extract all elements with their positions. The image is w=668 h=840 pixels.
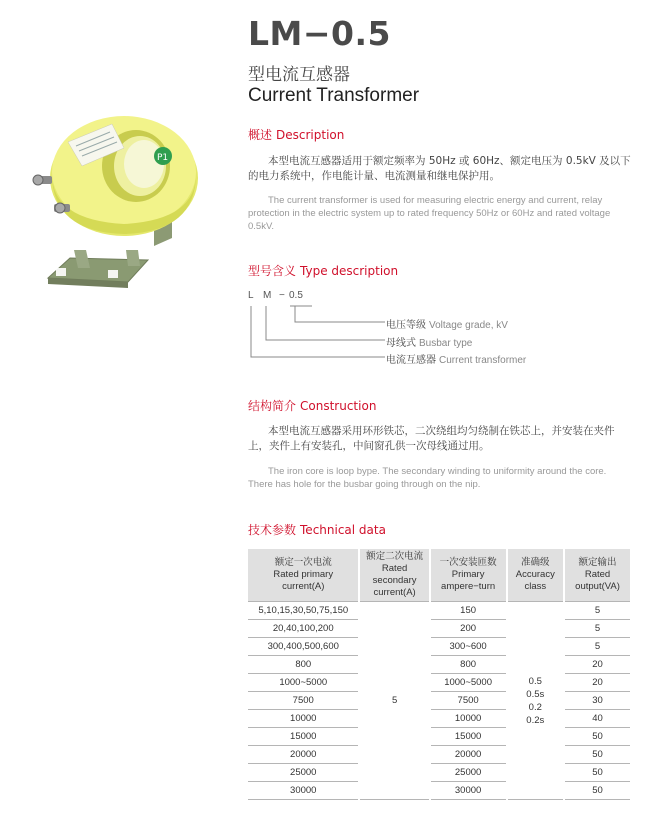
type-code-leader-lines [240,300,390,364]
description-heading [248,126,344,143]
product-name-cn: 型电流互感器 [248,65,350,85]
construction-text-cn: 本型电流互感器采用环形铁芯，二次绕组均匀绕制在铁芯上，并安装在夹件上，夹件上有安装孔，中间窗孔供一次母线通过用。 [248,425,615,452]
technical-heading-en: Technical data [300,523,386,537]
svg-text:P1: P1 [157,153,169,163]
description-text-en: The current transformer is used for measuring electric energy and current, relay protection in the electric system up to rated frequency 50Hz or 60Hz and rated voltage 0.5kV. [248,195,611,232]
description-heading-en: Description [276,128,345,142]
construction-heading [248,397,376,414]
col-header-rated-primary: 额定一次电流 Rated primary current(A) [248,549,359,602]
description-heading-cn: 概述 [248,128,273,142]
accuracy-class-cell: 0.5 0.5s 0.2 0.2s [507,602,565,800]
table-header-row [248,549,630,602]
table-row: 15000 15000 50 [248,728,630,746]
construction-heading-cn: 结构简介 [248,399,297,413]
type-item-busbar: 母线式 Busbar type [386,338,473,349]
type-item-voltage: 电压等级 Voltage grade, kV [386,320,508,331]
col-header-primary-turns: 一次安装匝数 Primary ampere−turn [430,549,507,602]
table-row: 300,400,500,600 300~600 5 [248,638,630,656]
type-description-heading-cn: 型号含义 [248,264,297,278]
table-row: 10000 10000 40 [248,710,630,728]
table-row: 800 800 20 [248,656,630,674]
table-row: 7500 7500 30 [248,692,630,710]
type-code-dash: − [279,290,285,301]
secondary-current-cell: 5 [359,602,429,800]
construction-text-en: The iron core is loop bype. The secondary winding to uniformity around the core. There has hole for the busbar going through on the nip. [248,466,607,490]
description-text-cn: 本型电流互感器适用于额定频率为 50Hz 或 60Hz、额定电压为 0.5kV 及以下的电力系统中，作电能计量、电流测量和继电保护用。 [248,155,631,182]
table-row: 20000 20000 50 [248,746,630,764]
table-row: 20,40,100,200 200 5 [248,620,630,638]
type-code-m: M [263,290,272,301]
product-name-en: Current Transformer [248,85,420,106]
type-item-transformer: 电流互感器 Current transformer [386,355,527,366]
technical-heading [248,521,386,538]
construction-heading-en: Construction [300,399,377,413]
table-row: 5,10,15,30,50,75,150 5 150 0.5 0.5s 0.2 0.2s 5 [248,602,630,620]
table-row: 1000~5000 1000~5000 20 [248,674,630,692]
type-code-l: L [248,290,254,301]
product-model-title: LM−0.5 [248,14,391,53]
technical-data-table [248,549,630,800]
table-row: 25000 25000 50 [248,764,630,782]
col-header-rated-secondary: 额定二次电流 Rated secondary current(A) [359,549,429,602]
type-code-number: 0.5 [289,290,303,301]
product-photo [26,100,226,310]
technical-heading-cn: 技术参数 [248,523,297,537]
col-header-accuracy: 准确级 Accuracy class [507,549,565,602]
type-description-heading-en: Type description [300,264,399,278]
col-header-rated-output: 额定输出 Rated output(VA) [564,549,630,602]
table-row: 30000 30000 50 [248,782,630,800]
type-description-heading [248,262,398,279]
